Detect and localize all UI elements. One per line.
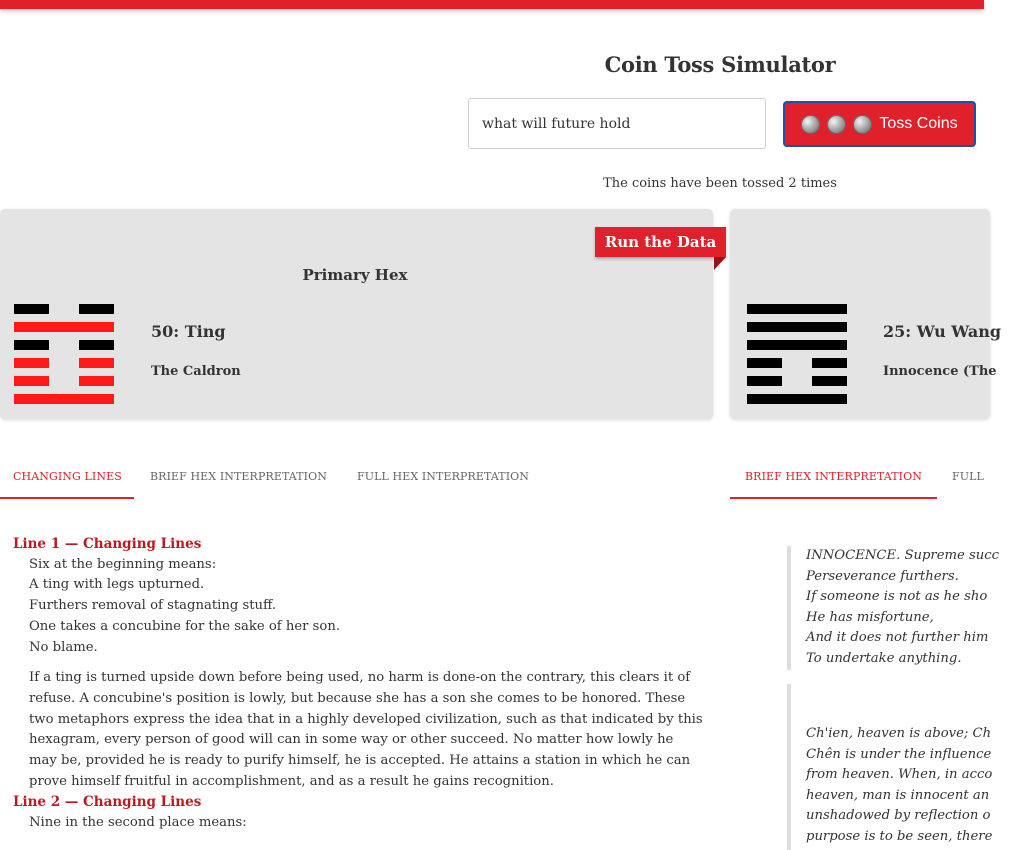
quote-line: Ch'ien, heaven is above; Ch bbox=[806, 726, 992, 741]
active-tab-indicator-right bbox=[730, 497, 937, 499]
line-1-commentary: If a ting is turned upside down before being used, no harm is done-on the contrary, this clears it of refuse. A concubine's position is lowly, but because she has a son she comes to be honored. These two metaphors express the idea that in a highly developed civilization, such as that indicated by this hexagram, every person of good will can in some way or other succeed. No matter how lowly he may be, provided he is ready to purify himself, he is accepted. He attains a station in which he can prove himself fruitful in accomplishment, and as a result he gains recognition. bbox=[29, 670, 703, 789]
broken-line bbox=[747, 376, 847, 386]
judgment-quote bbox=[787, 546, 1036, 670]
broken-line bbox=[14, 340, 114, 350]
quote-line: Chên is under the influence bbox=[806, 746, 992, 762]
toss-coins-label: Toss Coins bbox=[879, 115, 958, 132]
line-segment bbox=[812, 358, 847, 368]
quote-line: unshadowed by reflection o bbox=[806, 808, 991, 824]
tab-full-hex-interpretation-right[interactable]: FULL bbox=[952, 470, 984, 483]
primary-hexagram bbox=[14, 304, 114, 404]
line-segment bbox=[14, 304, 49, 314]
broken-line bbox=[14, 376, 114, 386]
page-title: Coin Toss Simulator bbox=[604, 52, 836, 77]
quote-line: He has misfortune, bbox=[806, 609, 934, 625]
tab-changing-lines[interactable]: CHANGING LINES bbox=[13, 470, 122, 483]
solid-line bbox=[14, 322, 114, 332]
line-2-verse bbox=[29, 813, 703, 834]
solid-line bbox=[747, 340, 847, 350]
line-segment bbox=[747, 304, 847, 314]
quote-line: heaven, man is innocent an bbox=[806, 787, 990, 803]
secondary-hex-subtitle: Innocence (The bbox=[883, 364, 997, 379]
coin-icon bbox=[827, 115, 846, 134]
quote-line: Perseverance furthers. bbox=[806, 568, 959, 584]
quote-line: purpose is to be seen, there bbox=[806, 828, 993, 844]
tab-brief-hex-interpretation-right[interactable]: BRIEF HEX INTERPRETATION bbox=[745, 470, 922, 483]
broken-line bbox=[14, 304, 114, 314]
verse-line: No blame. bbox=[29, 639, 98, 655]
top-bar bbox=[0, 0, 984, 9]
solid-line bbox=[747, 394, 847, 404]
toss-count-text: The coins have been tossed 2 times bbox=[603, 176, 837, 191]
line-segment bbox=[747, 376, 782, 386]
line-segment bbox=[14, 394, 114, 404]
active-tab-indicator bbox=[0, 497, 134, 499]
tab-full-hex-interpretation[interactable]: FULL HEX INTERPRETATION bbox=[357, 470, 529, 483]
broken-line bbox=[14, 358, 114, 368]
coin-icon bbox=[853, 115, 872, 134]
quote-line: And it does not further him bbox=[806, 630, 989, 646]
quote-line: To undertake anything. bbox=[806, 650, 962, 666]
coin-icon bbox=[801, 115, 820, 134]
quote-line: INNOCENCE. Supreme succ bbox=[806, 548, 1000, 563]
verse-line: One takes a concubine for the sake of her son. bbox=[29, 618, 341, 634]
line-segment bbox=[79, 376, 114, 386]
line-1-verse bbox=[29, 555, 703, 659]
secondary-hexagram bbox=[747, 304, 847, 404]
solid-line bbox=[747, 322, 847, 332]
verse-line: Furthers removal of stagnating stuff. bbox=[29, 598, 277, 614]
line-segment bbox=[747, 358, 782, 368]
line-segment bbox=[747, 394, 847, 404]
line-1-heading: Line 1 — Changing Lines bbox=[13, 536, 202, 552]
question-input[interactable] bbox=[468, 98, 766, 149]
primary-hex-label: Primary Hex bbox=[302, 266, 408, 284]
quote-line: from heaven. When, in acco bbox=[806, 767, 993, 783]
quote-line: If someone is not as he sho bbox=[806, 589, 988, 605]
solid-line bbox=[747, 304, 847, 314]
line-segment bbox=[14, 322, 114, 332]
solid-line bbox=[14, 394, 114, 404]
line-segment bbox=[14, 358, 49, 368]
ribbon-fold bbox=[714, 257, 726, 270]
verse-line: A ting with legs upturned. bbox=[29, 577, 205, 593]
run-the-data-button[interactable]: Run the Data bbox=[595, 227, 726, 257]
primary-hex-subtitle: The Caldron bbox=[151, 364, 241, 379]
tab-brief-hex-interpretation[interactable]: BRIEF HEX INTERPRETATION bbox=[150, 470, 327, 483]
line-segment bbox=[747, 322, 847, 332]
verse-line: Six at the beginning means: bbox=[29, 556, 217, 572]
line-segment bbox=[79, 340, 114, 350]
primary-hex-name: 50: Ting bbox=[151, 322, 226, 341]
image-quote bbox=[787, 684, 1017, 850]
toss-coins-button[interactable] bbox=[783, 101, 976, 147]
line-segment bbox=[812, 376, 847, 386]
changing-lines-panel bbox=[13, 534, 703, 834]
line-segment bbox=[14, 340, 49, 350]
line-segment bbox=[14, 376, 49, 386]
verse-line: Nine in the second place means: bbox=[29, 815, 247, 831]
line-2-heading: Line 2 — Changing Lines bbox=[13, 794, 202, 811]
broken-line bbox=[747, 358, 847, 368]
line-segment bbox=[79, 304, 114, 314]
line-segment bbox=[79, 358, 114, 368]
line-segment bbox=[747, 340, 847, 350]
secondary-hex-name: 25: Wu Wang bbox=[883, 322, 1002, 341]
